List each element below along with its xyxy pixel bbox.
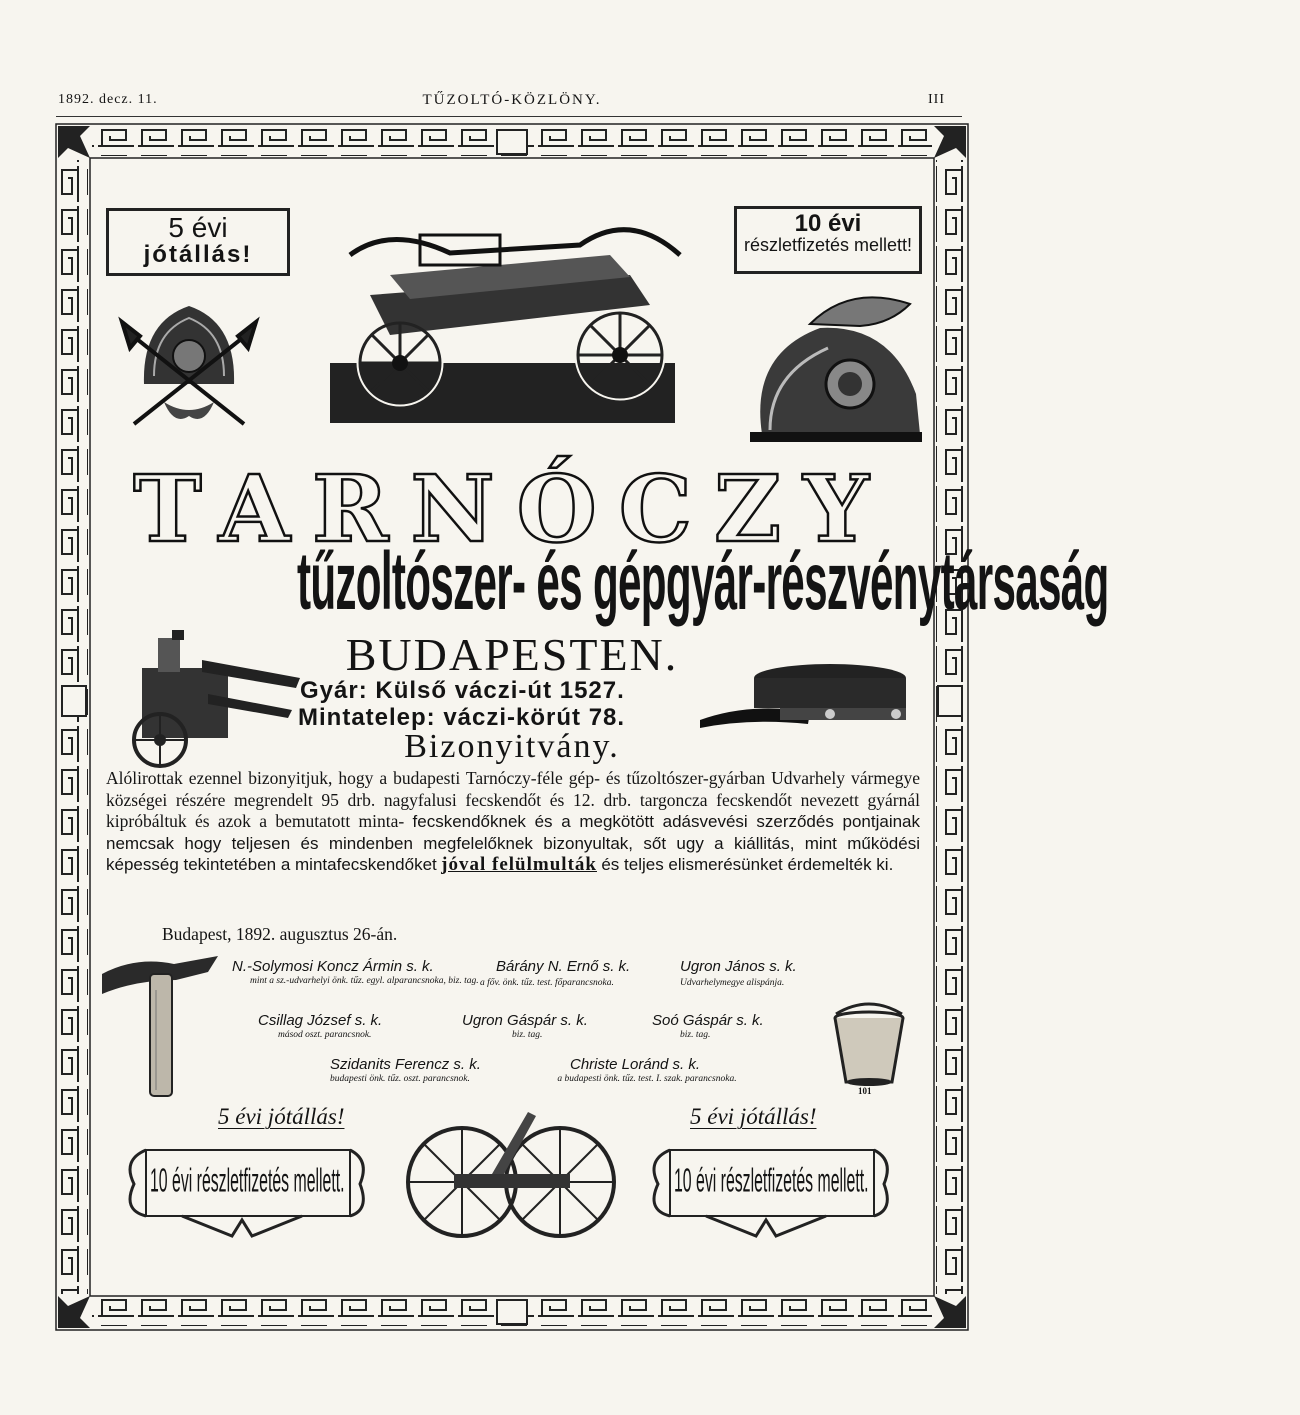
signature-title: a budapesti önk. tűz. test. I. szak. parancsnoka.	[557, 1074, 737, 1084]
signature-name: Csillag József s. k.	[258, 1012, 383, 1029]
certificate-paragraph-2: fecskendőknek és a megkötött adásvevési szerződés pontjainak nemcsak hogy teljesen és mindenben megfelelőknek bizonyultak, sőt ugy a kiállitás, mint működési képesség tekintetében a mintafecskendőket	[106, 812, 921, 874]
signature-name: Ugron János s. k.	[680, 958, 797, 975]
guarantee-word: jótállás!	[143, 241, 253, 269]
signature-title: Udvarhelymegye alispánja.	[680, 978, 785, 988]
installment-text: részletfizetés mellett!	[743, 235, 913, 256]
ribbon-right-text: 10 évi részletfizetés mellett.	[674, 1162, 869, 1200]
ribbon-left	[150, 1162, 346, 1200]
certificate-body	[106, 768, 920, 876]
guarantee-years: 5 évi	[168, 212, 228, 243]
showroom-address: Mintatelep: váczi-körút 78.	[298, 704, 626, 731]
company-subtitle: tűzoltószer- és gépgyár-részvénytársaság	[296, 536, 1109, 628]
signature-title: mint a sz.-udvarhelyi önk. tűz. egyl. alparancsnoka, biz. tag.	[250, 976, 479, 986]
guarantee-left: 5 évi jótállás!	[218, 1104, 345, 1129]
certificate-emphasis: jóval felülmulták	[441, 854, 597, 875]
helmet-icon	[114, 292, 264, 434]
cart-wheels-icon	[404, 1108, 618, 1258]
ribbon-left-text: 10 évi részletfizetés mellett.	[150, 1162, 345, 1200]
signature-title: a főv. önk. tűz. test. főparancsnoka.	[480, 978, 614, 988]
bucket-label: 101	[858, 1086, 872, 1096]
bucket-icon	[826, 1002, 912, 1098]
signature-name: Soó Gáspár s. k.	[652, 1012, 764, 1029]
fire-engine-icon	[330, 215, 690, 440]
signature-title: biz. tag.	[512, 1030, 543, 1040]
signature-name: Ugron Gáspár s. k.	[462, 1012, 588, 1029]
signature-title: másod oszt. parancsnok.	[278, 1030, 372, 1040]
fire-axe-icon	[96, 950, 226, 1100]
signature-title: budapesti önk. tűz. oszt. parancsnok.	[330, 1074, 470, 1084]
signature-name: Christe Loránd s. k.	[570, 1056, 701, 1073]
installment-badge	[734, 206, 922, 274]
cap-icon	[690, 656, 918, 734]
installment-years: 10 évi	[794, 210, 862, 237]
guarantee-badge	[106, 208, 290, 276]
header-rule	[56, 116, 962, 117]
factory-address: Gyár: Külső váczi-út 1527.	[300, 677, 625, 704]
helmet-icon	[740, 284, 926, 450]
brand-name: TARNÓCZY	[133, 455, 891, 563]
guarantee-right: 5 évi jótállás!	[690, 1104, 817, 1129]
certificate-paragraph-3: és teljes elismerésünket érdemelték ki.	[601, 855, 894, 874]
certificate-date: Budapest, 1892. augusztus 26-án.	[162, 924, 398, 944]
header-date: 1892. decz. 11.	[58, 92, 158, 107]
certificate-title: Bizonyitvány.	[404, 728, 620, 765]
journal-title: TŰZOLTÓ-KÖZLÖNY.	[422, 92, 602, 108]
company-city: BUDAPESTEN.	[345, 629, 679, 680]
company-subtitle-wrap	[106, 535, 1109, 628]
signature-name: Szidanits Ferencz s. k.	[330, 1056, 481, 1073]
signature-title: biz. tag.	[680, 1030, 711, 1040]
ribbon-right	[674, 1162, 870, 1200]
certificate-paragraph-1: Alólirottak ezennel bizonyitjuk, hogy a budapesti Tarnóczy-féle gép- és tűzoltószer-gyárban Udvarhely vármegye községei részére megrendelt 95 drb. nagyfalusi fecskendőt és 12. drb. targoncza fecskendőt nevezett gyárnál kipróbáltuk és azok a bemutatott minta-	[106, 768, 920, 831]
page-number: III	[928, 92, 945, 107]
signature-name: N.-Solymosi Koncz Ármin s. k.	[232, 958, 434, 975]
signature-name: Bárány N. Ernő s. k.	[496, 958, 631, 975]
